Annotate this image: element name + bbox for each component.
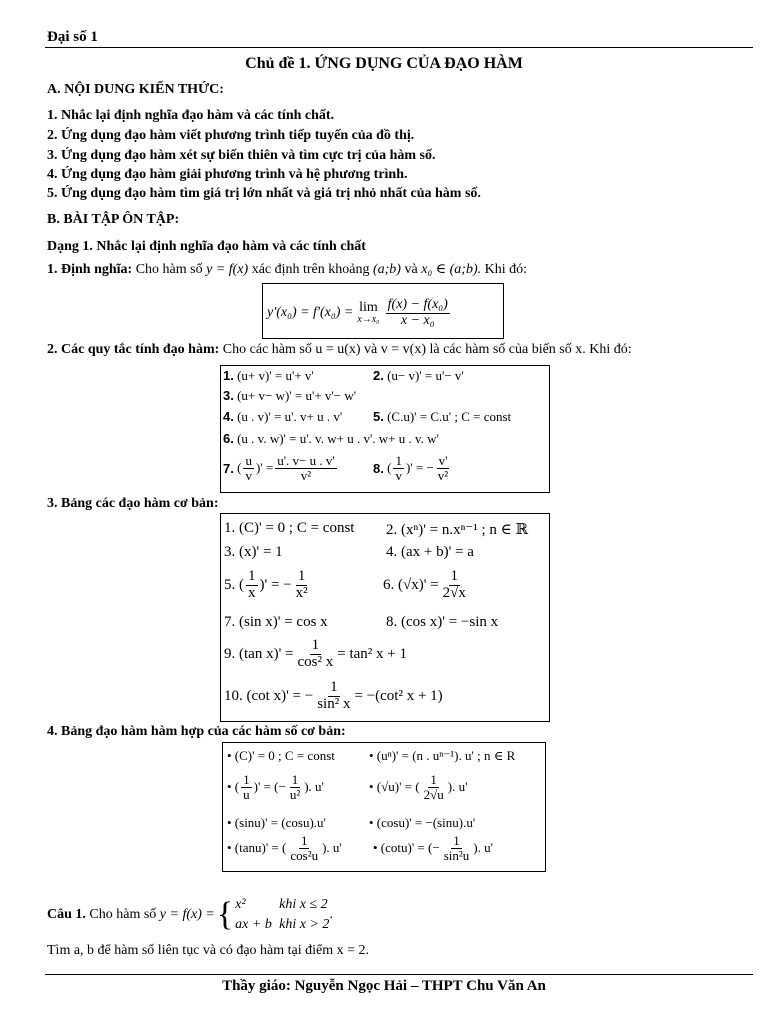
header-rule	[45, 47, 753, 48]
basic-7: 7. (sin x)' = cos x	[224, 614, 328, 630]
basic-5: 5. ( $\frac{1}{x}$ )' = − $\frac{1}{\text{x²}}$	[224, 568, 308, 601]
composite-5: • (sinu)' = (cosu).u'	[227, 815, 326, 830]
rule-1: 1. (u+ v)' = u'+ v'	[223, 368, 314, 383]
basic-3: 3. (x)' = 1	[224, 544, 283, 560]
question-fx: y = f(x) =	[159, 907, 215, 923]
question-1: Câu 1. Cho hàm số y = f(x) = { x² khi x ≤ 2 ax + b khi x > 2 .	[47, 895, 333, 936]
rule-4: 4. (u . v)' = u'. v+ u . v'	[223, 409, 343, 424]
question-1-line2: Tìm a, b để hàm số liên tục và có đạo hàm tại điểm x = 2.	[47, 943, 370, 958]
definition-interval: (a;b)	[372, 262, 401, 277]
definition-fx: y = f(x)	[206, 262, 249, 277]
definition-label: 1. Định nghĩa:	[47, 262, 133, 277]
definition-line	[47, 261, 527, 278]
limit-word: lim	[359, 300, 378, 316]
question-label: Câu 1.	[47, 907, 86, 923]
basic-6: 6. (√x)' = $\frac{1}{2√x}$	[383, 568, 466, 601]
composite-4: • (√u)' = ( $\frac{1}{2√u}$ ). u'	[369, 772, 468, 802]
definition-x0: x₀ ∈ (a;b).	[421, 262, 482, 277]
section-a-item: 3. Ứng dụng đạo hàm xét sự biến thiên và tìm cực trị của hàm số.	[47, 148, 436, 163]
piecewise-cases: x² khi x ≤ 2 ax + b khi x > 2	[235, 897, 330, 933]
composite-8: • (cotu)' = (− $\frac{1}{\text{sin²u}}$ ). u'	[373, 833, 493, 863]
composite-1: • (C)' = 0 ; C = const	[227, 748, 335, 763]
dang1-heading: Dạng 1. Nhắc lại định nghĩa đạo hàm và các tính chất	[47, 239, 366, 254]
basic-table-label: 3. Bảng các đạo hàm cơ bản:	[47, 496, 219, 511]
basic-8: 8. (cos x)' = −sin x	[386, 614, 499, 630]
definition-text: và	[404, 262, 418, 277]
footer-text: Thầy giáo: Nguyễn Ngọc Hải – THPT Chu Văn An	[222, 978, 546, 994]
rule-2: 2. (u− v)' = u'− v'	[373, 368, 464, 383]
formula-lhs: y'(x₀) = f'(x₀) =	[267, 305, 354, 321]
basic-9: 9. (tan x)' = $\frac{1}{\text{cos² x}}$ = tan² x + 1	[224, 637, 407, 670]
definition-text: xác định trên khoảng	[251, 262, 370, 277]
header-subject: Đại số 1	[47, 29, 98, 45]
composite-table-label: 4. Bảng đạo hàm hàm hợp của các hàm số cơ bản:	[47, 724, 346, 739]
section-a-item: 1. Nhắc lại định nghĩa đạo hàm và các tính chất.	[47, 108, 335, 123]
rule-7: 7. ( $\frac{u}{v}$ )' = $\frac{u'. v- u . v'}{\text{v²}}$	[223, 453, 335, 483]
rules-box	[220, 365, 550, 493]
limit-under: x→x₀	[357, 314, 380, 326]
composite-table-box	[222, 742, 546, 872]
section-a-item: 4. Ứng dụng đạo hàm giải phương trình và hệ phương trình.	[47, 167, 408, 182]
rules-line	[47, 342, 632, 358]
composite-7: • (tanu)' = ( $\frac{1}{\text{cos²u}}$ ). u'	[227, 833, 342, 863]
basic-10: 10. (cot x)' = − $\frac{1}{\text{sin² x}}$ = −(cot² x + 1)	[224, 679, 443, 712]
section-a-item: 5. Ứng dụng đạo hàm tìm giá trị lớn nhất và giá trị nhỏ nhất của hàm số.	[47, 186, 481, 201]
limit	[357, 301, 379, 325]
rule-6: 6. (u . v. w)' = u'. v. w+ u . v'. w+ u . v. w'	[223, 431, 439, 446]
fraction-numerator: f(x) − f(x₀)	[387, 297, 448, 312]
fraction-denominator: x − x₀	[400, 312, 435, 328]
rules-text: Cho các hàm số u = u(x) và v = v(x) là các hàm số của biến số x. Khi đó:	[222, 342, 632, 357]
basic-4: 4. (ax + b)' = a	[386, 544, 474, 560]
section-a-heading: A. NỘI DUNG KIẾN THỨC:	[47, 82, 224, 97]
section-b-heading: B. BÀI TẬP ÔN TẬP:	[47, 212, 180, 227]
piecewise-brace: {	[216, 896, 234, 934]
rule-5: 5. (C.u)' = C.u' ; C = const	[373, 409, 512, 424]
definition-formula-box	[262, 283, 504, 339]
rules-label: 2. Các quy tắc tính đạo hàm:	[47, 342, 220, 357]
page-title: Chủ đề 1. ỨNG DỤNG CỦA ĐẠO HÀM	[245, 55, 523, 72]
rule-8: 8. ( $\frac{1}{v}$ )' = − $\frac{v'}{\text{v²}}$	[373, 453, 449, 483]
basic-table-box	[220, 513, 550, 722]
definition-text: Khi đó:	[484, 262, 528, 277]
limit-fraction	[386, 298, 450, 328]
composite-6: • (cosu)' = −(sinu).u'	[369, 815, 476, 830]
definition-formula	[267, 298, 452, 328]
basic-1: 1. (C)' = 0 ; C = const	[224, 520, 355, 536]
question-text: Cho hàm số	[89, 907, 157, 923]
composite-2: • (uⁿ)' = (n . uⁿ⁻¹). u' ; n ∈ R	[369, 748, 516, 763]
composite-3: • ( $\frac{1}{u}$ )' = (− $\frac{1}{\text{u²}}$ ). u'	[227, 772, 324, 802]
footer-rule	[45, 974, 753, 975]
rule-3: 3. (u+ v− w)' = u'+ v'− w'	[223, 388, 357, 403]
basic-2: 2. (xⁿ)' = n.xⁿ⁻¹ ; n ∈ ℝ	[386, 522, 529, 538]
section-a-item: 2. Ứng dụng đạo hàm viết phương trình tiếp tuyến của đồ thị.	[47, 128, 415, 143]
definition-text: Cho hàm số	[135, 262, 203, 277]
